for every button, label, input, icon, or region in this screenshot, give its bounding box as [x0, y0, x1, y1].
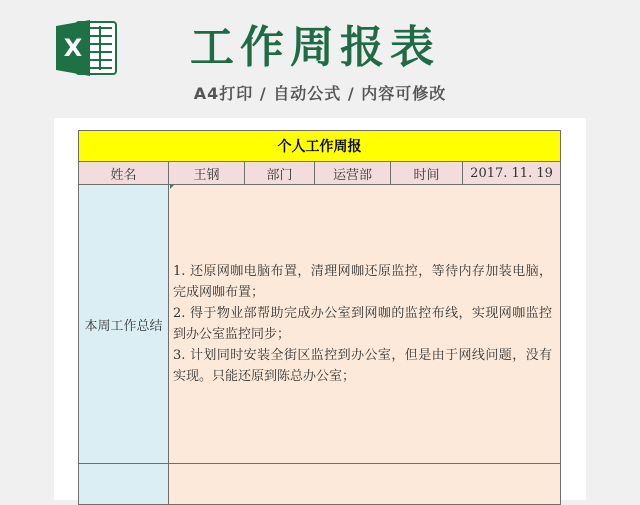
summary-item: 1. 还原网咖电脑布置，清理网咖还原监控，等待内存加装电脑，完成网咖布置；: [173, 264, 553, 300]
time-label-cell[interactable]: 时间: [391, 162, 463, 185]
excel-icon-letter: X: [63, 34, 83, 62]
summary-item: 3. 计划同时安装全街区监控到办公室，但是由于网线问题，没有实现。只能还原到陈总办公室；: [173, 348, 553, 384]
selected-cell-indicator: [170, 185, 174, 189]
summary-label-cell[interactable]: 本周工作总结: [79, 185, 169, 464]
weekly-report-table: [78, 130, 561, 505]
info-row: [79, 162, 561, 185]
page-subtitle: A4打印 / 自动公式 / 内容可修改: [193, 84, 447, 103]
spreadsheet-sheet: [54, 118, 586, 500]
dept-label-cell[interactable]: 部门: [245, 162, 315, 185]
summary-item: 2. 得于物业部帮助完成办公室到网咖的监控布线，实现网咖监控到办公室监控同步；: [173, 306, 553, 342]
next-section-label-cell[interactable]: [79, 464, 169, 505]
page-header: [0, 0, 640, 118]
next-section-content-cell[interactable]: [169, 464, 561, 505]
report-title-cell[interactable]: 个人工作周报: [79, 131, 561, 162]
summary-content-cell[interactable]: [169, 185, 561, 464]
dept-value-cell[interactable]: 运营部: [315, 162, 391, 185]
excel-icon: [54, 18, 118, 78]
name-label-cell[interactable]: 姓名: [79, 162, 169, 185]
page-title: 工作周报表: [190, 22, 440, 73]
name-value-cell[interactable]: 王钢: [169, 162, 245, 185]
time-value-cell[interactable]: 2017. 11. 19: [463, 162, 561, 185]
